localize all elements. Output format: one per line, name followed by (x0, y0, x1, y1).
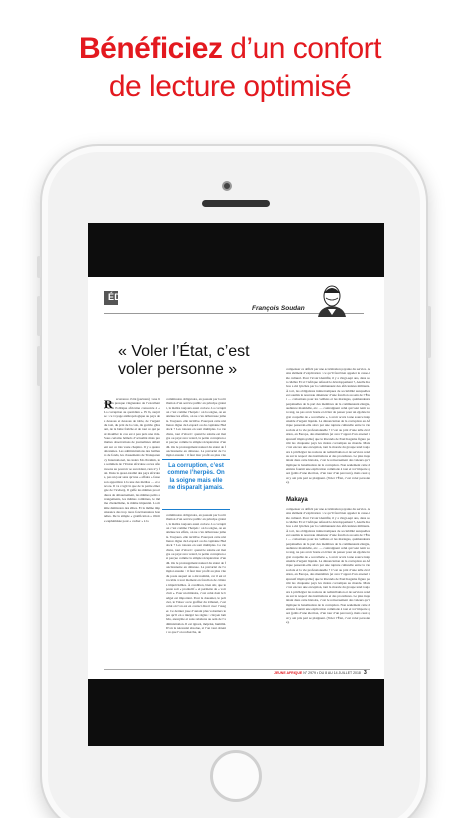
phone-frame (40, 144, 428, 818)
volume-down-button (37, 346, 41, 386)
author-name: François Soudan (252, 305, 305, 312)
earpiece-speaker (202, 200, 270, 207)
promo-headline-line1 (0, 30, 460, 68)
promo-headline-line2: de lecture optimisé (108, 70, 352, 103)
magazine-page[interactable] (88, 277, 384, 679)
article-column-3-top: compenser ce déficit par une accélération payante du service. Autre élément d’explication : ce qu’il faut bien appeler le casse-tête culturel. Pour l’avoir identifié, il y a vingt-sept ans, dans son célèbre Et si l’Afrique refusait le développement ?, Axelle Kabou a été lynchée par la communauté des africanistes militants. À tort, les obligations ininterrompues de sociabilité auxquelles est soumis le nouveau détenteur d’une fonction au sein de l’État — cotisations pour les veillées et les mariages, quémandeurs perpétuelles de la part des membres de la communauté élargie, audience matérielle, etc. — contraignent celui qui veut tenir son rang, ne pas avoir honte et éviter de passer pour un égoïste ingrat coupable de « sorcellerie », à avoir accès à une source inépuisable d’argent liquide. La dénonciation de la corruption en Afrique passerait-elle alors par une rupture culturelle entre la vie sociale et la vie professionnelle ? C’est au prix d’une telle évolution, en Europe, des mentalités (et avec l’appui d’un arsenal répressif impitoyable) que le Rwanda de Paul Kagame figure parmi les cinquante pays les moins corrompus au monde. Mais c’est encore une exception, tant la morale du groupe tend toujours à privilégier les notions de redistribution et de services rendus sur le respect des institutions et des procédures. Le plus inquiétant dans cette histoire, c’est le renversement des valeurs qu’implique la banalisation de la corruption. Non seulement cette dernière fournit une explication commode à tout et à n’importe quoi (prêts d’une élection, d’un tour d’un parcours), mais ceux qui y ont pris part se plaignent. (Voler l’État, c’est voler personne), (286, 367, 370, 484)
screen[interactable] (88, 223, 384, 746)
promo-headline-rest: d’un confort (222, 32, 381, 65)
footer-magazine: JEUNE AFRIQUE (274, 671, 303, 675)
home-button[interactable] (210, 750, 262, 802)
page-footer (88, 669, 384, 679)
article-title: « Voler l’État, c’est voler personne » (118, 343, 250, 378)
pullquote-rule-bottom (162, 509, 230, 510)
promo-headline (0, 30, 460, 106)
article-column-3-bottom: compenser ce déficit par une accélération payante du service. Autre élément d’explication : ce qu’il faut bien appeler le casse-tête culturel. Pour l’avoir identifié, il y a vingt-sept ans, dans son célèbre Et si l’Afrique refusait le développement ?, Axelle Kabou a été lynchée par la communauté des africanistes militants. À tort, les obligations ininterrompues de sociabilité auxquelles est soumis le nouveau détenteur d’une fonction au sein de l’État — cotisations pour les veillées et les mariages, quémandeurs perpétuelles de la part des membres de la communauté élargie, audience matérielle, etc. — contraignent celui qui veut tenir son rang, ne pas avoir honte et éviter de passer pour un égoïste ingrat coupable de « sorcellerie », à avoir accès à une source inépuisable d’argent liquide. La dénonciation de la corruption en Afrique passerait-elle alors par une rupture culturelle entre la vie sociale et la vie professionnelle ? C’est au prix d’une telle évolution, en Europe, des mentalités (et avec l’appui d’un arsenal répressif impitoyable) que le Rwanda de Paul Kagame figure parmi les cinquante pays les moins corrompus au monde. Mais c’est encore une exception, tant la morale du groupe tend toujours à privilégier les notions de redistribution et de services rendus sur le respect des institutions et des procédures. Le plus inquiétant dans cette histoire, c’est le renversement des valeurs qu’implique la banalisation de la corruption. Non seulement cette dernière fournit une explication commode à tout et à n’importe quoi (prêts d’une élection, d’un tour d’un parcours), mais ceux qui y ont pris part se plaignent. (Voler l’État, c’est voler personne), (286, 507, 370, 624)
footer-rule (104, 669, 370, 670)
article-subheading: Makaya (286, 497, 308, 503)
mute-switch (37, 256, 41, 278)
front-camera (222, 181, 232, 191)
pullquote-rule-top (162, 459, 230, 460)
article-column-2-top: commission obligatoire, en passant par la rétribution d’un service public en principe gratuit, la maître toujours aussi coriace. La corruption c’est comme l’herpès : on la soigne, on en atténue les effets, on ne s’en débarrasse jamais. Toujours. elle récidive. Pourquoi cette résilience digne du Léopard ou du capitaine Haddock ? Les raisons en sont multiples. La vie chère, tout d’abord : quand le salaire est maigre ou payé avec retard, la petite corruption est perçue comme la simple récupération d’un dû. Ou le prolongement naturel du statut de fonctionnaire en détresse. La précarité de l’emploi ensuite : il faut tirer profit au plus vite (166, 397, 226, 457)
article-column-1: écurrence d’été (parisien) : une livraison presque vingtenaire de l’excellente revue Politique africaine consacrée à « La corruption au quotidien ». Et là, surprise : ce voyage anthropologique au pays des dessous et dessous de table, de l’argent du taxi, du prix de la cola, du gombo glissant, de la bière fraîche et de tout ce qui peut mouiller le cou est à peu près une ride. Sous certains bémols d’actualité mais premières observations de journalistes débattent sur ce très vaste chapitre. Il y a quatre décennies. Les administrations des bailleurs de fonds, les classements de Transparency International, les index Mo Ibrahim, les sommets de l’Union africaine ou les afternoons au pouvoir se succèdent, rien n’y fait. Dans la quasi-totalité des pays africains, pas un jour sans qu’une « affaire » fasse son apparition à la une des médias — et encore. Il va s’agit là que de la partie émergée de l’iceberg. Il gaffe les mêmes procédures de détournement, les mêmes petits arrangements, les mêmes combines, le même clientélisme, le même impunité. La même démission des élites. Et la même impuissance des trop rares fonctionnaires honnêtes. De la simple « gratification » illicite euphémisée pour « cacher » à la (104, 397, 160, 523)
promo-headline-bold: Bénéficiez (79, 32, 223, 65)
article-column-2-bottom: commission obligatoire, en passant par la rétribution d’un service public en principe gratuit, la maître toujours aussi coriace. La corruption c’est comme l’herpès : on la soigne, on en atténue les effets, on ne s’en débarrasse jamais. Toujours. elle récidive. Pourquoi cette résilience digne du Léopard ou du capitaine Haddock ? Les raisons en sont multiples. La vie chère, tout d’abord : quand le salaire est maigre ou payé avec retard, la petite corruption est perçue comme la simple récupération d’un dû. Ou le prolongement naturel du statut de fonctionnaire en détresse. La précarité de l’emploi ensuite : il faut tirer profit au plus vite du poste auquel on a été nommé, car il est révocable à tout moment en fonction de critères imprévisibles. À condition, bien sûr, que le poste soit « productif » et permette de « voir clair ». Pour un ministre, c’est celui dont le budget est important. Pour le douanier, le policier, le Trésor ou le greffier du tribunal, c’est celui où l’on est en contact direct avec l’usager. Ce dernier joue d’autant plus volontiers le jeu qu’il en a intégré les règles : citoyen lambda, anonyme et sans relations au sein de l’administration. Il est ignoré, méprisé, humilié. D’où la nécessité absolue, si l’on veut obtenir ce que l’on recherche, de (166, 513, 226, 635)
footer-issue: N° 2979 • DU 8 AU 14 JUILLET 2018 (303, 671, 361, 675)
pullquote: La corruption, c’est comme l’herpès. On la soigne mais elle ne disparaît jamais. (167, 463, 225, 492)
volume-up-button (37, 296, 41, 336)
dropcap: R (104, 397, 113, 411)
footer-brand (274, 671, 361, 675)
power-button (427, 306, 431, 358)
page-number: 3 (364, 670, 367, 676)
author-portrait (314, 283, 350, 317)
rubric-label: ÉDITORIAL (108, 292, 160, 302)
